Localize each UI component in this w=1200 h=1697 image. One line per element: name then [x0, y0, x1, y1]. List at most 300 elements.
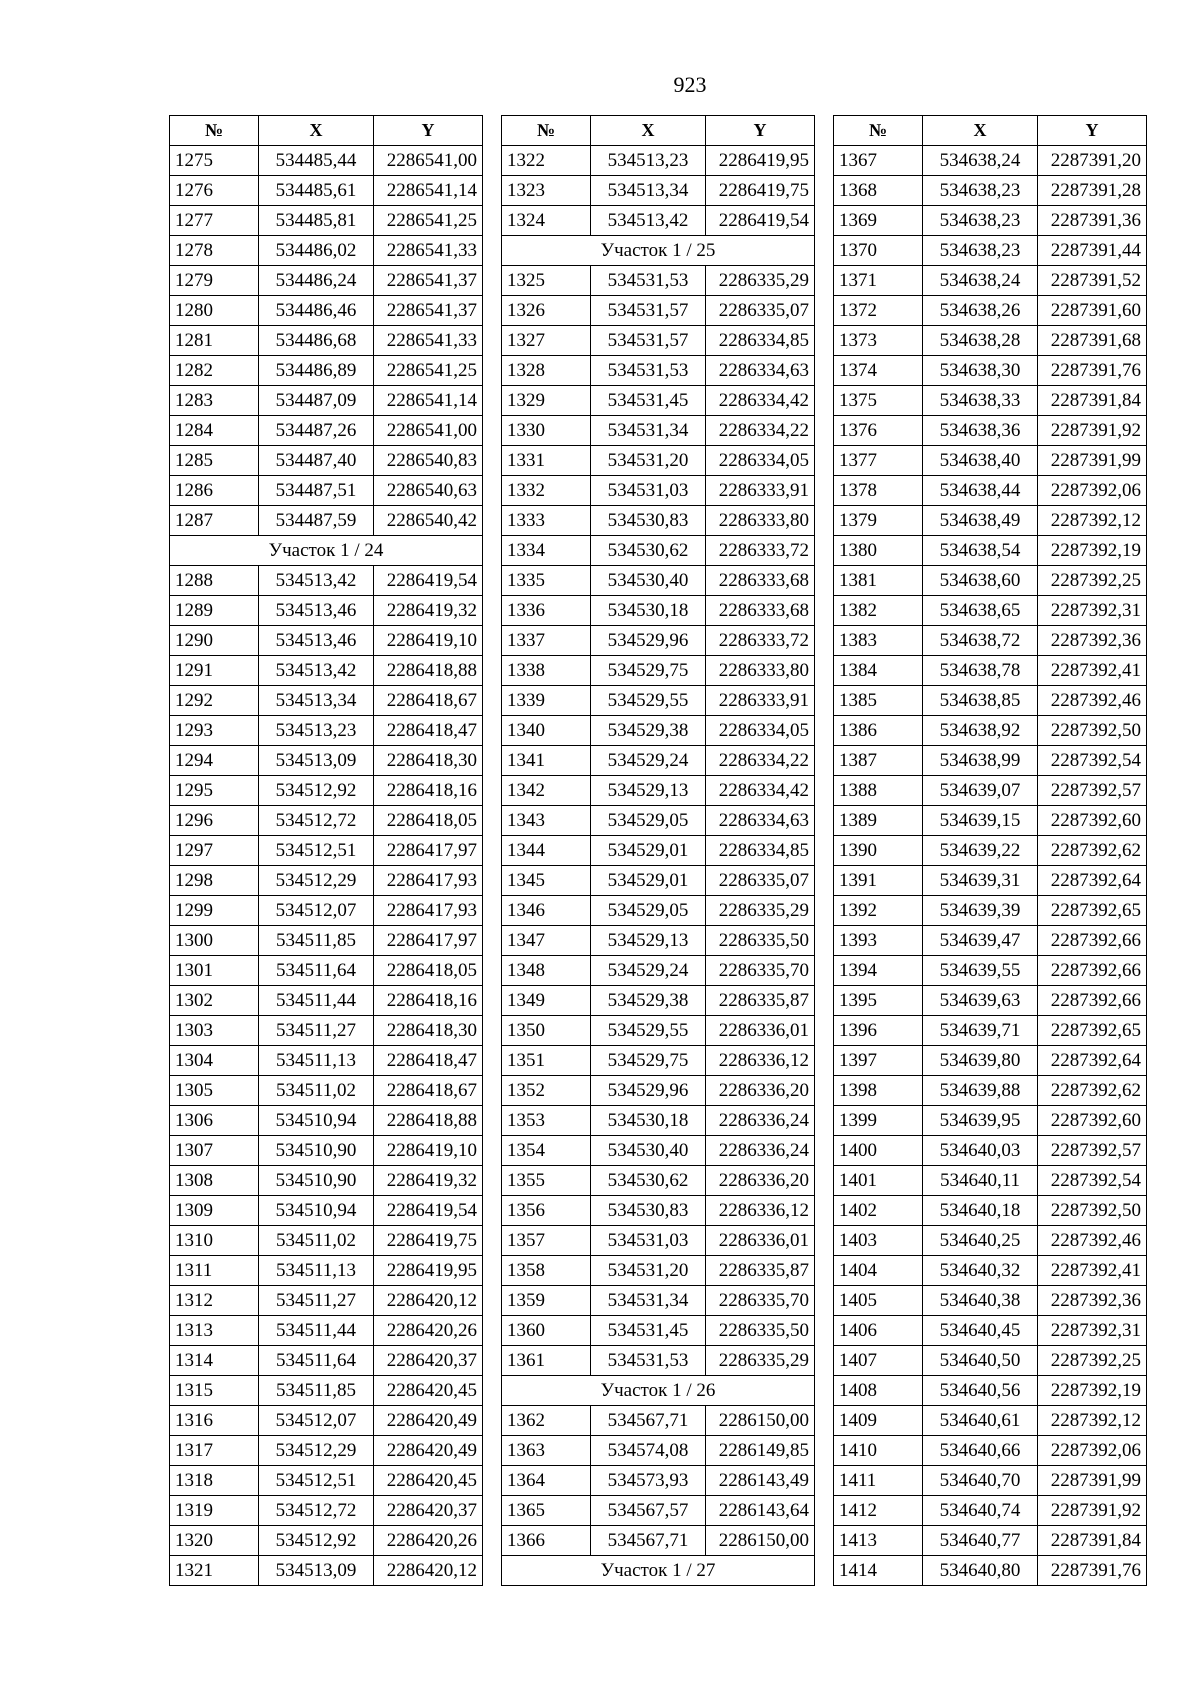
y-coordinate: 2286418,88	[374, 656, 483, 686]
y-coordinate: 2286418,67	[374, 1076, 483, 1106]
y-coordinate: 2286541,25	[374, 356, 483, 386]
y-coordinate: 2286540,42	[374, 506, 483, 536]
y-coordinate: 2286336,24	[706, 1106, 815, 1136]
x-coordinate: 534511,64	[259, 956, 374, 986]
table-row	[834, 176, 1147, 206]
point-number: 1352	[502, 1076, 591, 1106]
point-number: 1292	[170, 686, 259, 716]
table-row	[834, 1406, 1147, 1436]
table-row	[834, 1166, 1147, 1196]
table-row	[170, 1046, 483, 1076]
y-coordinate: 2286335,29	[706, 1346, 815, 1376]
x-coordinate: 534513,23	[259, 716, 374, 746]
header-number: №	[834, 116, 923, 146]
x-coordinate: 534511,13	[259, 1046, 374, 1076]
table-row	[502, 356, 815, 386]
y-coordinate: 2287391,76	[1038, 356, 1147, 386]
y-coordinate: 2286420,37	[374, 1496, 483, 1526]
x-coordinate: 534513,23	[591, 146, 706, 176]
y-coordinate: 2286541,14	[374, 386, 483, 416]
point-number: 1346	[502, 896, 591, 926]
x-coordinate: 534513,42	[259, 566, 374, 596]
x-coordinate: 534567,71	[591, 1526, 706, 1556]
x-coordinate: 534638,78	[923, 656, 1038, 686]
y-coordinate: 2287392,41	[1038, 656, 1147, 686]
x-coordinate: 534639,55	[923, 956, 1038, 986]
y-coordinate: 2286335,70	[706, 1286, 815, 1316]
x-coordinate: 534529,13	[591, 776, 706, 806]
table-row	[170, 1076, 483, 1106]
x-coordinate: 534529,13	[591, 926, 706, 956]
x-coordinate: 534530,62	[591, 1166, 706, 1196]
point-number: 1289	[170, 596, 259, 626]
x-coordinate: 534486,68	[259, 326, 374, 356]
x-coordinate: 534512,29	[259, 866, 374, 896]
table-row	[834, 926, 1147, 956]
table-row	[502, 476, 815, 506]
table-row	[834, 896, 1147, 926]
table-row	[834, 1076, 1147, 1106]
y-coordinate: 2286335,87	[706, 986, 815, 1016]
table-row	[170, 446, 483, 476]
section-row	[502, 236, 815, 266]
y-coordinate: 2286419,32	[374, 596, 483, 626]
point-number: 1309	[170, 1196, 259, 1226]
y-coordinate: 2286420,37	[374, 1346, 483, 1376]
point-number: 1285	[170, 446, 259, 476]
point-number: 1318	[170, 1466, 259, 1496]
x-coordinate: 534529,38	[591, 716, 706, 746]
table-row	[502, 1256, 815, 1286]
x-coordinate: 534531,57	[591, 326, 706, 356]
section-label: Участок 1 / 27	[502, 1556, 815, 1586]
point-number: 1407	[834, 1346, 923, 1376]
y-coordinate: 2286143,49	[706, 1466, 815, 1496]
point-number: 1361	[502, 1346, 591, 1376]
table-row	[834, 1136, 1147, 1166]
y-coordinate: 2286541,00	[374, 416, 483, 446]
table-row	[834, 236, 1147, 266]
y-coordinate: 2287392,65	[1038, 896, 1147, 926]
table-row	[170, 866, 483, 896]
x-coordinate: 534567,71	[591, 1406, 706, 1436]
y-coordinate: 2286336,24	[706, 1136, 815, 1166]
x-coordinate: 534513,46	[259, 596, 374, 626]
y-coordinate: 2287391,99	[1038, 446, 1147, 476]
table-row	[170, 1196, 483, 1226]
table-row	[170, 236, 483, 266]
x-coordinate: 534638,60	[923, 566, 1038, 596]
point-number: 1377	[834, 446, 923, 476]
table-row	[170, 656, 483, 686]
table-row	[502, 866, 815, 896]
point-number: 1381	[834, 566, 923, 596]
table-row	[834, 836, 1147, 866]
x-coordinate: 534640,80	[923, 1556, 1038, 1586]
point-number: 1300	[170, 926, 259, 956]
x-coordinate: 534530,83	[591, 506, 706, 536]
x-coordinate: 534573,93	[591, 1466, 706, 1496]
point-number: 1302	[170, 986, 259, 1016]
point-number: 1311	[170, 1256, 259, 1286]
x-coordinate: 534640,77	[923, 1526, 1038, 1556]
point-number: 1275	[170, 146, 259, 176]
y-coordinate: 2287392,12	[1038, 1406, 1147, 1436]
x-coordinate: 534529,24	[591, 956, 706, 986]
point-number: 1393	[834, 926, 923, 956]
table-row	[834, 1106, 1147, 1136]
y-coordinate: 2286336,20	[706, 1166, 815, 1196]
table-row	[834, 1376, 1147, 1406]
point-number: 1333	[502, 506, 591, 536]
y-coordinate: 2286335,87	[706, 1256, 815, 1286]
point-number: 1374	[834, 356, 923, 386]
y-coordinate: 2286541,00	[374, 146, 483, 176]
x-coordinate: 534529,75	[591, 1046, 706, 1076]
point-number: 1392	[834, 896, 923, 926]
y-coordinate: 2286419,54	[374, 566, 483, 596]
table-row	[502, 1526, 815, 1556]
y-coordinate: 2286419,10	[374, 1136, 483, 1166]
table-row	[834, 1496, 1147, 1526]
point-number: 1325	[502, 266, 591, 296]
x-coordinate: 534513,34	[591, 176, 706, 206]
y-coordinate: 2287392,41	[1038, 1256, 1147, 1286]
point-number: 1397	[834, 1046, 923, 1076]
header-x: X	[591, 116, 706, 146]
x-coordinate: 534529,96	[591, 626, 706, 656]
point-number: 1345	[502, 866, 591, 896]
point-number: 1296	[170, 806, 259, 836]
table-row	[170, 1346, 483, 1376]
y-coordinate: 2286333,80	[706, 506, 815, 536]
table-row	[834, 686, 1147, 716]
x-coordinate: 534531,53	[591, 1346, 706, 1376]
point-number: 1367	[834, 146, 923, 176]
table-row	[170, 566, 483, 596]
table-row	[170, 716, 483, 746]
x-coordinate: 534531,53	[591, 356, 706, 386]
y-coordinate: 2287392,65	[1038, 1016, 1147, 1046]
point-number: 1399	[834, 1106, 923, 1136]
y-coordinate: 2286419,54	[374, 1196, 483, 1226]
y-coordinate: 2286336,01	[706, 1226, 815, 1256]
section-label: Участок 1 / 26	[502, 1376, 815, 1406]
y-coordinate: 2286335,50	[706, 926, 815, 956]
table-row	[502, 1196, 815, 1226]
y-coordinate: 2286335,29	[706, 896, 815, 926]
table-row	[502, 1076, 815, 1106]
x-coordinate: 534531,53	[591, 266, 706, 296]
y-coordinate: 2287391,99	[1038, 1466, 1147, 1496]
point-number: 1376	[834, 416, 923, 446]
table-row	[170, 476, 483, 506]
x-coordinate: 534510,94	[259, 1106, 374, 1136]
point-number: 1331	[502, 446, 591, 476]
point-number: 1353	[502, 1106, 591, 1136]
table-row	[170, 956, 483, 986]
table-header	[502, 116, 815, 146]
point-number: 1400	[834, 1136, 923, 1166]
point-number: 1378	[834, 476, 923, 506]
table-body	[834, 146, 1147, 1586]
x-coordinate: 534640,45	[923, 1316, 1038, 1346]
x-coordinate: 534513,34	[259, 686, 374, 716]
y-coordinate: 2286419,95	[374, 1256, 483, 1286]
point-number: 1351	[502, 1046, 591, 1076]
x-coordinate: 534639,63	[923, 986, 1038, 1016]
x-coordinate: 534511,13	[259, 1256, 374, 1286]
table-row	[834, 986, 1147, 1016]
x-coordinate: 534638,36	[923, 416, 1038, 446]
y-coordinate: 2286541,25	[374, 206, 483, 236]
y-coordinate: 2286334,42	[706, 776, 815, 806]
table-row	[834, 386, 1147, 416]
point-number: 1350	[502, 1016, 591, 1046]
y-coordinate: 2286335,50	[706, 1316, 815, 1346]
y-coordinate: 2287392,46	[1038, 1226, 1147, 1256]
y-coordinate: 2286419,75	[706, 176, 815, 206]
x-coordinate: 534486,46	[259, 296, 374, 326]
table-row	[502, 296, 815, 326]
y-coordinate: 2286541,33	[374, 326, 483, 356]
point-number: 1280	[170, 296, 259, 326]
y-coordinate: 2286417,97	[374, 926, 483, 956]
x-coordinate: 534529,55	[591, 686, 706, 716]
point-number: 1335	[502, 566, 591, 596]
y-coordinate: 2286418,67	[374, 686, 483, 716]
table-row	[502, 896, 815, 926]
y-coordinate: 2287391,92	[1038, 416, 1147, 446]
point-number: 1304	[170, 1046, 259, 1076]
point-number: 1277	[170, 206, 259, 236]
y-coordinate: 2286541,37	[374, 296, 483, 326]
table-row	[502, 806, 815, 836]
point-number: 1409	[834, 1406, 923, 1436]
table-row	[502, 1046, 815, 1076]
y-coordinate: 2286335,70	[706, 956, 815, 986]
x-coordinate: 534510,90	[259, 1166, 374, 1196]
x-coordinate: 534531,34	[591, 416, 706, 446]
x-coordinate: 534640,50	[923, 1346, 1038, 1376]
coordinates-table-1	[169, 115, 483, 1586]
y-coordinate: 2287391,28	[1038, 176, 1147, 206]
x-coordinate: 534512,72	[259, 1496, 374, 1526]
point-number: 1279	[170, 266, 259, 296]
table-row	[170, 1016, 483, 1046]
x-coordinate: 534529,55	[591, 1016, 706, 1046]
point-number: 1373	[834, 326, 923, 356]
x-coordinate: 534513,42	[259, 656, 374, 686]
point-number: 1358	[502, 1256, 591, 1286]
x-coordinate: 534513,42	[591, 206, 706, 236]
point-number: 1293	[170, 716, 259, 746]
header-number: №	[170, 116, 259, 146]
y-coordinate: 2287392,46	[1038, 686, 1147, 716]
point-number: 1295	[170, 776, 259, 806]
point-number: 1363	[502, 1436, 591, 1466]
table-row	[502, 1016, 815, 1046]
table-row	[502, 1466, 815, 1496]
y-coordinate: 2286335,29	[706, 266, 815, 296]
x-coordinate: 534530,18	[591, 1106, 706, 1136]
table-row	[170, 986, 483, 1016]
header-y: Y	[1038, 116, 1147, 146]
y-coordinate: 2286420,49	[374, 1406, 483, 1436]
point-number: 1321	[170, 1556, 259, 1586]
x-coordinate: 534486,02	[259, 236, 374, 266]
y-coordinate: 2286149,85	[706, 1436, 815, 1466]
x-coordinate: 534638,26	[923, 296, 1038, 326]
y-coordinate: 2286333,72	[706, 536, 815, 566]
point-number: 1402	[834, 1196, 923, 1226]
table-row	[834, 146, 1147, 176]
point-number: 1343	[502, 806, 591, 836]
table-row	[170, 1526, 483, 1556]
table-row	[834, 1226, 1147, 1256]
table-row	[502, 386, 815, 416]
table-row	[834, 536, 1147, 566]
table-row	[170, 416, 483, 446]
table-row	[502, 416, 815, 446]
point-number: 1388	[834, 776, 923, 806]
table-row	[170, 926, 483, 956]
point-number: 1332	[502, 476, 591, 506]
table-row	[834, 416, 1147, 446]
table-row	[502, 446, 815, 476]
table-row	[834, 326, 1147, 356]
point-number: 1294	[170, 746, 259, 776]
x-coordinate: 534485,61	[259, 176, 374, 206]
x-coordinate: 534512,92	[259, 1526, 374, 1556]
y-coordinate: 2286333,72	[706, 626, 815, 656]
table-row	[170, 896, 483, 926]
point-number: 1299	[170, 896, 259, 926]
point-number: 1308	[170, 1166, 259, 1196]
table-row	[834, 716, 1147, 746]
table-header	[170, 116, 483, 146]
table-row	[834, 866, 1147, 896]
y-coordinate: 2286150,00	[706, 1526, 815, 1556]
x-coordinate: 534640,61	[923, 1406, 1038, 1436]
x-coordinate: 534639,22	[923, 836, 1038, 866]
x-coordinate: 534487,09	[259, 386, 374, 416]
point-number: 1283	[170, 386, 259, 416]
table-row	[170, 1436, 483, 1466]
y-coordinate: 2286419,10	[374, 626, 483, 656]
y-coordinate: 2287392,36	[1038, 626, 1147, 656]
point-number: 1359	[502, 1286, 591, 1316]
x-coordinate: 534638,72	[923, 626, 1038, 656]
y-coordinate: 2287392,31	[1038, 596, 1147, 626]
y-coordinate: 2286143,64	[706, 1496, 815, 1526]
point-number: 1349	[502, 986, 591, 1016]
y-coordinate: 2286336,20	[706, 1076, 815, 1106]
table-row	[834, 656, 1147, 686]
table-row	[502, 986, 815, 1016]
table-row	[170, 626, 483, 656]
x-coordinate: 534638,33	[923, 386, 1038, 416]
y-coordinate: 2286336,12	[706, 1196, 815, 1226]
table-row	[170, 686, 483, 716]
y-coordinate: 2286333,68	[706, 596, 815, 626]
x-coordinate: 534512,51	[259, 1466, 374, 1496]
y-coordinate: 2286420,49	[374, 1436, 483, 1466]
table-row	[834, 1286, 1147, 1316]
x-coordinate: 534640,56	[923, 1376, 1038, 1406]
x-coordinate: 534531,45	[591, 1316, 706, 1346]
point-number: 1316	[170, 1406, 259, 1436]
header-x: X	[259, 116, 374, 146]
x-coordinate: 534486,89	[259, 356, 374, 386]
point-number: 1365	[502, 1496, 591, 1526]
point-number: 1357	[502, 1226, 591, 1256]
table-row	[502, 1286, 815, 1316]
point-number: 1287	[170, 506, 259, 536]
table-row	[834, 1316, 1147, 1346]
point-number: 1288	[170, 566, 259, 596]
y-coordinate: 2286541,14	[374, 176, 483, 206]
point-number: 1312	[170, 1286, 259, 1316]
x-coordinate: 534512,07	[259, 1406, 374, 1436]
table-row	[502, 1496, 815, 1526]
table-row	[834, 806, 1147, 836]
y-coordinate: 2287392,19	[1038, 1376, 1147, 1406]
table-row	[834, 1046, 1147, 1076]
x-coordinate: 534639,15	[923, 806, 1038, 836]
point-number: 1330	[502, 416, 591, 446]
x-coordinate: 534530,18	[591, 596, 706, 626]
y-coordinate: 2286420,12	[374, 1286, 483, 1316]
table-row	[170, 266, 483, 296]
x-coordinate: 534639,88	[923, 1076, 1038, 1106]
y-coordinate: 2286336,12	[706, 1046, 815, 1076]
y-coordinate: 2286540,63	[374, 476, 483, 506]
point-number: 1313	[170, 1316, 259, 1346]
x-coordinate: 534512,29	[259, 1436, 374, 1466]
x-coordinate: 534487,59	[259, 506, 374, 536]
point-number: 1282	[170, 356, 259, 386]
table-row	[170, 146, 483, 176]
y-coordinate: 2286420,26	[374, 1526, 483, 1556]
y-coordinate: 2286420,45	[374, 1466, 483, 1496]
point-number: 1369	[834, 206, 923, 236]
x-coordinate: 534640,11	[923, 1166, 1038, 1196]
x-coordinate: 534531,57	[591, 296, 706, 326]
y-coordinate: 2287391,36	[1038, 206, 1147, 236]
y-coordinate: 2286418,30	[374, 1016, 483, 1046]
y-coordinate: 2286418,47	[374, 716, 483, 746]
point-number: 1405	[834, 1286, 923, 1316]
x-coordinate: 534512,51	[259, 836, 374, 866]
point-number: 1329	[502, 386, 591, 416]
table-header	[834, 116, 1147, 146]
y-coordinate: 2286420,26	[374, 1316, 483, 1346]
x-coordinate: 534638,92	[923, 716, 1038, 746]
y-coordinate: 2287391,84	[1038, 1526, 1147, 1556]
x-coordinate: 534638,85	[923, 686, 1038, 716]
y-coordinate: 2286418,47	[374, 1046, 483, 1076]
section-label: Участок 1 / 25	[502, 236, 815, 266]
table-row	[502, 1166, 815, 1196]
point-number: 1368	[834, 176, 923, 206]
x-coordinate: 534511,02	[259, 1076, 374, 1106]
y-coordinate: 2287392,25	[1038, 1346, 1147, 1376]
point-number: 1356	[502, 1196, 591, 1226]
x-coordinate: 534639,31	[923, 866, 1038, 896]
y-coordinate: 2286418,05	[374, 806, 483, 836]
point-number: 1281	[170, 326, 259, 356]
